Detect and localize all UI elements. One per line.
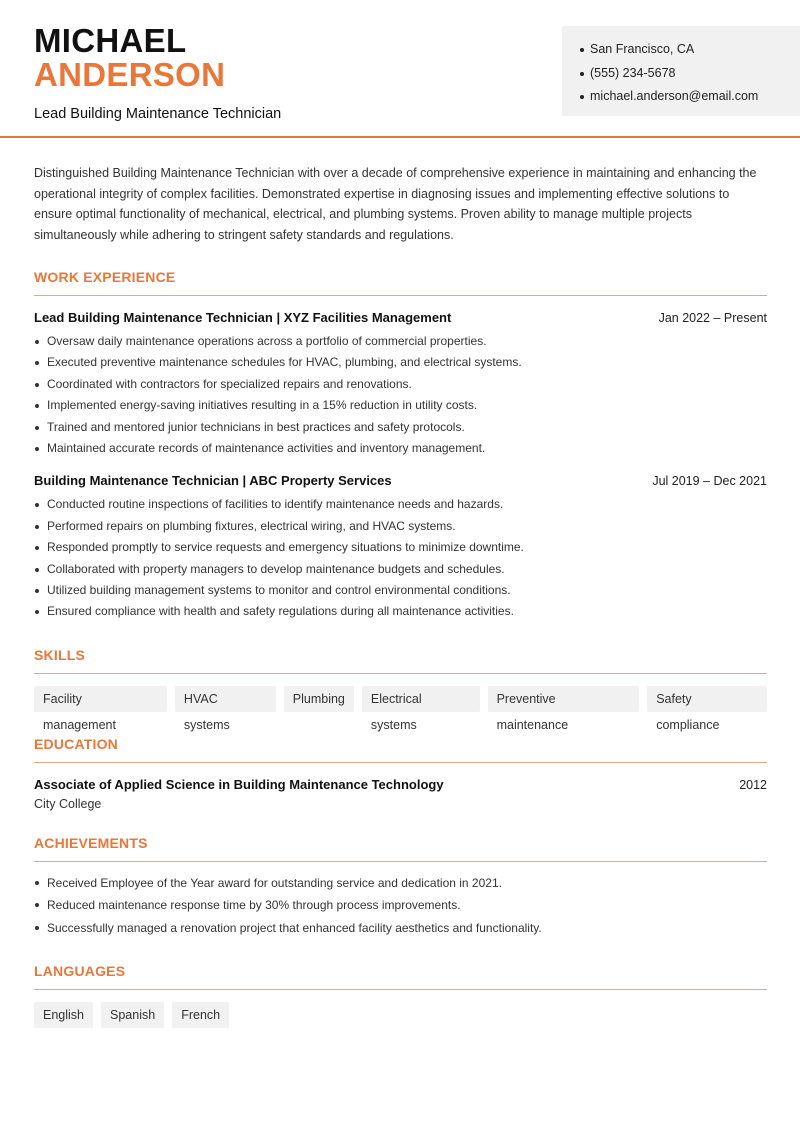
language-chip: French [172,1002,229,1028]
education-school: City College [34,796,102,811]
contact-email[interactable]: michael.anderson@email.com [580,85,800,109]
skill-chip: Electrical systems [362,686,480,712]
job-bullet: Oversaw daily maintenance operations across a portfolio of commercial properties. [34,331,767,352]
skill-chip: Safety compliance [647,686,767,712]
job-role: Building Maintenance Technician | ABC Property Services [34,473,392,489]
job-bullet: Conducted routine inspections of facilities to identify maintenance needs and hazards. [34,494,767,515]
contact-box [562,26,800,116]
resume-header [0,0,800,138]
job-bullets [34,331,767,459]
job-bullet: Implemented energy-saving initiatives resulting in a 15% reduction in utility costs. [34,395,767,416]
skill-chip: Plumbing [284,686,354,712]
achievement-item: Reduced maintenance response time by 30% through process improvements. [34,894,767,917]
job-bullet: Maintained accurate records of maintenance activities and inventory management. [34,438,767,459]
job-bullet: Collaborated with property managers to develop maintenance budgets and schedules. [34,559,767,580]
name-block [34,24,281,122]
job-bullet: Responded promptly to service requests and emergency situations to minimize downtime. [34,537,767,558]
first-name: MICHAEL [34,22,187,59]
job-entry [34,310,767,459]
job-bullet: Executed preventive maintenance schedules for HVAC, plumbing, and electrical systems. [34,352,767,373]
education-entry [34,777,767,811]
summary: Distinguished Building Maintenance Technician with over a decade of comprehensive experience in maintaining and enhancing the operational integrity of complex facilities. Demonstrated expertise in diagnosing issues and implementing effective solutions to ensure optimal functionality of mechanical, electrical, and plumbing systems. Proven ability to manage multiple projects simultaneously while adhering to stringent safety standards and regulations. [34,166,757,242]
achievement-item: Successfully managed a renovation project that enhanced facility aesthetics and functionality. [34,917,767,940]
skills-list [34,686,767,732]
job-dates: Jul 2019 – Dec 2021 [652,474,767,489]
section-title-achievements: ACHIEVEMENTS [34,835,767,862]
achievements-list [34,872,767,940]
resume-body [0,163,800,1028]
job-role: Lead Building Maintenance Technician | XYZ Facilities Management [34,310,452,325]
language-chip: English [34,1002,93,1028]
job-bullet: Ensured compliance with health and safety regulations during all maintenance activities. [34,601,767,622]
job-dates: Jan 2022 – Present [658,311,767,325]
skill-chip: HVAC systems [175,686,276,712]
education-year: 2012 [739,777,767,792]
section-title-skills: SKILLS [34,647,767,674]
achievement-item: Received Employee of the Year award for outstanding service and dedication in 2021. [34,872,767,895]
job-bullet: Performed repairs on plumbing fixtures, electrical wiring, and HVAC systems. [34,516,767,537]
education-degree: Associate of Applied Science in Building Maintenance Technology [34,776,444,792]
languages-list [34,1002,767,1028]
job-bullet: Coordinated with contractors for specialized repairs and renovations. [34,374,767,395]
job-bullets [34,494,767,622]
language-chip: Spanish [101,1002,164,1028]
section-title-education: EDUCATION [34,736,767,763]
last-name: ANDERSON [34,56,226,93]
contact-phone: (555) 234-5678 [580,62,800,86]
contact-location: San Francisco, CA [580,38,800,62]
job-bullet: Utilized building management systems to monitor and control environmental conditions. [34,580,767,601]
job-title: Lead Building Maintenance Technician [34,106,282,122]
skill-chip: Facility management [34,686,167,712]
section-title-work: WORK EXPERIENCE [34,269,767,296]
section-title-languages: LANGUAGES [34,963,767,990]
job-entry [34,473,767,622]
skill-chip: Preventive maintenance [488,686,640,712]
job-bullet: Trained and mentored junior technicians in best practices and safety protocols. [34,417,767,438]
